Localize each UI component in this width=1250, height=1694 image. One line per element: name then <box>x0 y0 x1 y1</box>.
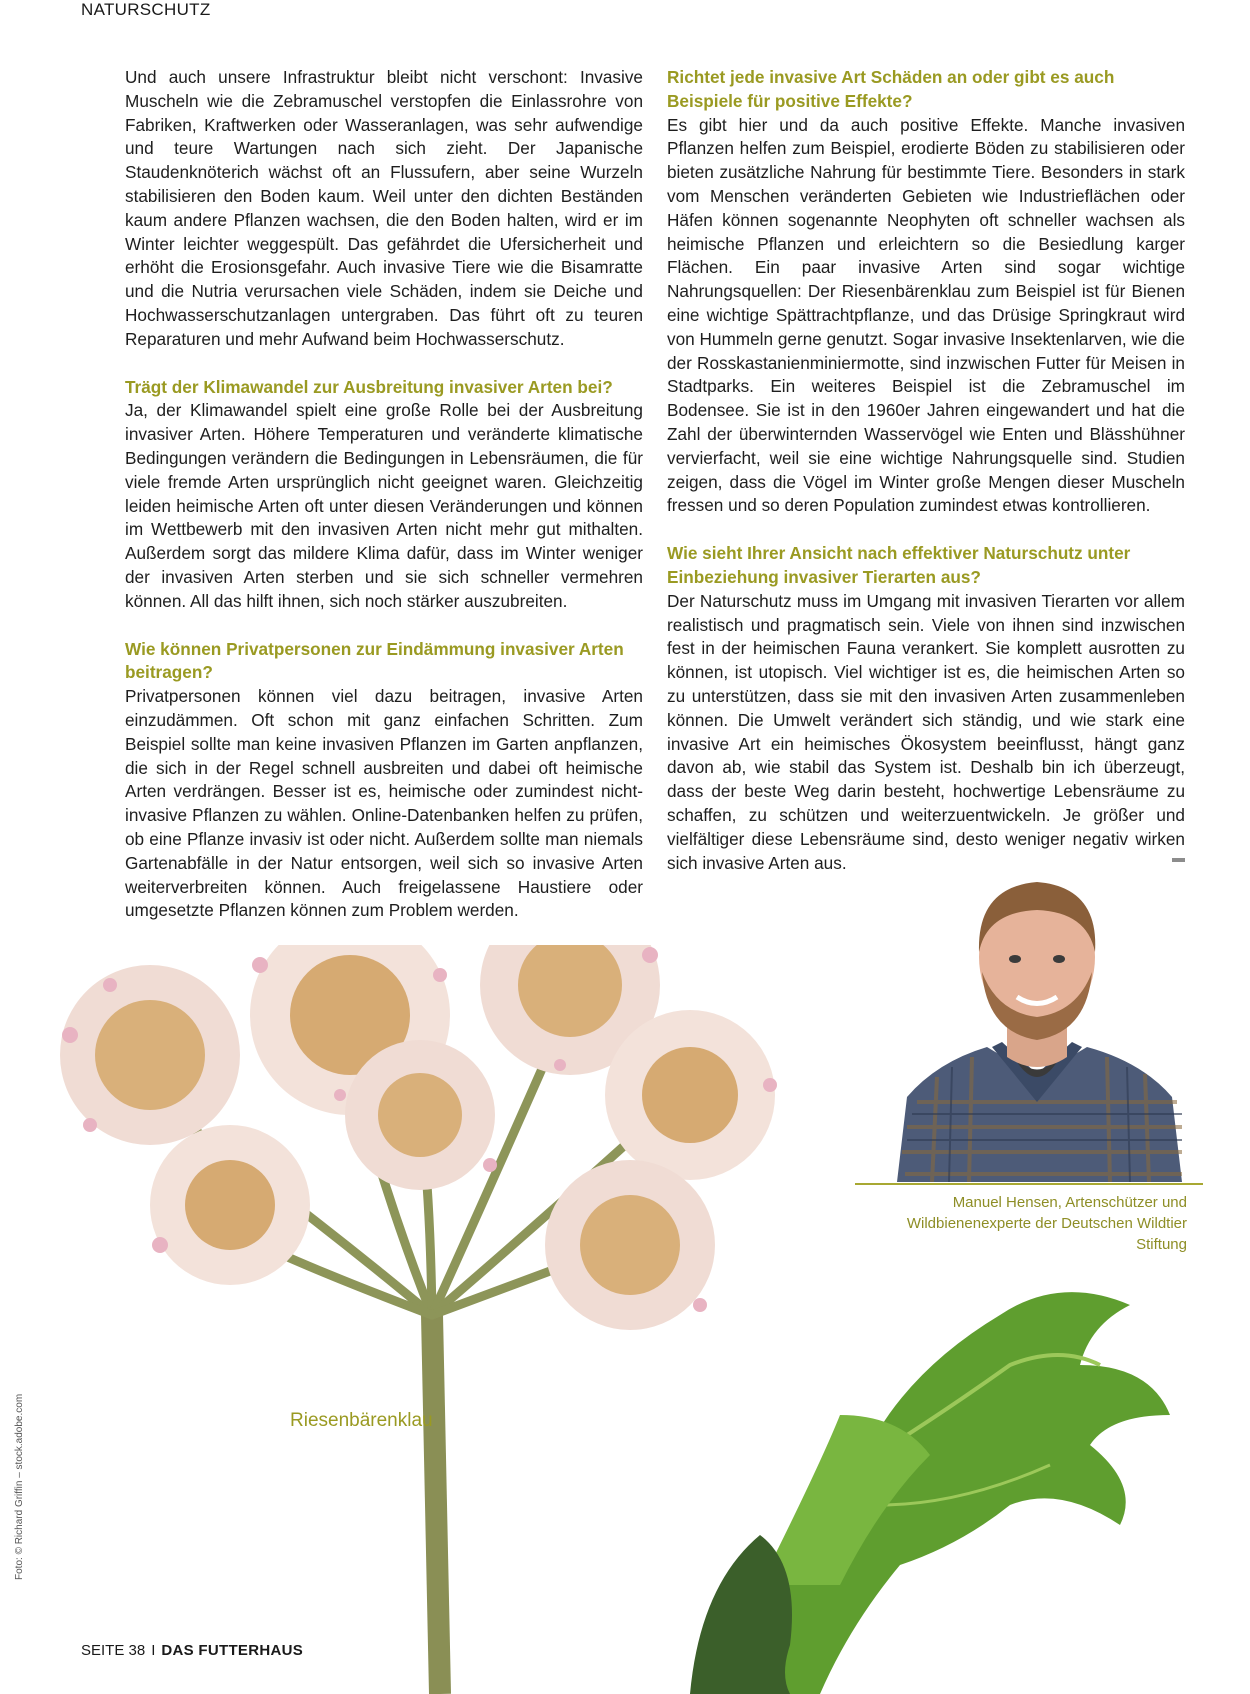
footer-separator: I <box>151 1642 156 1659</box>
magazine-name: DAS FUTTERHAUS <box>161 1642 304 1659</box>
answer-positive-effects: Es gibt hier und da auch positive Effekte. Manche invasiven Pflanzen helfen zum Beispiel, erodierte Böden zu stabilisieren oder bieten zusätzliche Nahrung für bestimmte Tiere. Besonders in stark vom Menschen veränderten Gebieten wie Industrieflächen oder Häfen können sogenannte Neophyten oft schneller wachsen als heimische Pflanzen und erleichtern so die Besiedlung karger Flächen. Ein paar invasive Arten sind sogar wichtige Nahrungsquellen: Der Riesenbärenklau zum Beispiel ist für Bienen eine wichtige Spättrachtpflanze, und das Drüsige Springkraut wird von Hummeln gerne genutzt. Sogar invasive Insektenlarven, wie die der Rosskastanienminiermotte, sind inzwischen Futter für Meisen in Stadtparks. Ein weiteres Beispiel ist die Zebramuschel im Bodensee. Sie ist in den 1960er Jahren eingewandert und hat die Zahl der überwinternden Wasservögel wie Enten und Blässhühner vervierfacht, weil sie eine wichtige Nahrungsquelle sind. Studien zeigen, dass die Vögel im Winter große Mengen dieser Muscheln fressen und so deren Population zumindest etwas kontrollieren. <box>667 114 1185 516</box>
left-column <box>125 66 643 923</box>
page-number: SEITE 38 <box>81 1642 146 1659</box>
portrait-caption: Manuel Hensen, Artenschützer und Wildbienenexperte der Deutschen Wildtier Stiftung <box>906 1194 1187 1253</box>
photo-credit: Foto: © Richard Griffin – stock.adobe.com <box>14 1393 25 1580</box>
plant-label: Riesenbärenklau <box>290 1410 433 1431</box>
question-positive-effects: Richtet jede invasive Art Schäden an oder gibt es auch Beispiele für positive Effekte? <box>667 67 1115 111</box>
question-private-persons: Wie können Privatpersonen zur Eindämmung invasiver Arten beitragen? <box>125 638 624 683</box>
question-effective-conservation: Wie sieht Ihrer Ansicht nach effektiver Naturschutz unter Einbeziehung invasiver Tierarten aus? <box>667 543 1131 587</box>
question-climate: Trägt der Klimawandel zur Ausbreitung invasiver Arten bei? <box>125 376 613 397</box>
paragraph-infrastructure: Und auch unsere Infrastruktur bleibt nicht verschont: Invasive Muscheln wie die Zebramuschel verstopfen die Einlassrohre von Fabriken, Kraftwerken oder Wasseranlagen, was sehr aufwendige und teure Wartungen nach sich zieht. Der Japanische Staudenknöterich wächst oft an Flussufern, aber seine Wurzeln stabilisieren den Boden kaum. Weil unter den dichten Beständen kaum andere Pflanzen wachsen, die den Boden halten, wird er im Winter leichter weggespült. Das gefährdet die Ufersicherheit und erhöht die Erosionsgefahr. Auch invasive Tiere wie die Bisamratte und die Nutria verursachen viele Schäden, indem sie Deiche und Hochwasserschutzanlagen untergraben. Das führt oft zu teuren Reparaturen und mehr Aufwand beim Hochwasserschutz. <box>125 67 643 349</box>
answer-climate: Ja, der Klimawandel spielt eine große Rolle bei der Ausbreitung invasiver Arten. Höhere Temperaturen und veränderte klimatische Bedingungen verändern die Bedingungen in Lebensräumen, die für viele fremde Arten ursprünglich nicht geeignet waren. Gleichzeitig leiden heimische Arten oft unter diesen Veränderungen und können im Wettbewerb mit den invasiven Arten nicht mehr gut mithalten. Außerdem sorgt das mildere Klima dafür, dass im Winter weniger der invasiven Arten sterben und sie sich schneller vermehren können. All das hilft ihnen, sich noch stärker auszubreiten. <box>125 400 643 611</box>
giant-hogweed-illustration <box>0 945 1250 1694</box>
right-column <box>667 66 1185 875</box>
answer-effective-conservation: Der Naturschutz muss im Umgang mit invasiven Tierarten vor allem realistisch und pragmatisch sein. Viele von ihnen sind inzwischen fest in der heimischen Fauna verankert. Sie komplett ausrotten zu können, ist utopisch. Viel wichtiger ist es, die heimischen Arten so zu unterstützen, dass sie mit den invasiven Arten zusammenleben können. Die Umwelt verändert sich ständig, und wie stark eine invasive Art ein heimisches Ökosystem beeinflusst, hängt ganz davon ab, wie stabil das System ist. Deshalb bin ich überzeugt, dass der beste Weg darin besteht, hochwertige Lebensräume zu schaffen, zu schützen und weiterzuentwickeln. Je größer und vielfältiger diese Lebensräume sind, desto weniger negativ wirken sich invasive Arten aus. <box>667 590 1185 873</box>
section-label: NATURSCHUTZ <box>81 0 211 19</box>
page-footer <box>81 1642 303 1659</box>
answer-private-persons: Privatpersonen können viel dazu beitragen, invasive Arten einzudämmen. Oft schon mit ganz einfachen Schritten. Zum Beispiel sollte man keine invasiven Pflanzen im Garten anpflanzen, die sich in der Regel schnell ausbreiten und dabei oft heimische Arten verdrängen. Besser ist es, heimische oder zumindest nicht-invasive Pflanzen zu wählen. Online-Datenbanken helfen zu prüfen, ob eine Pflanze invasiv ist oder nicht. Außerdem sollte man niemals Gartenabfälle in der Natur entsorgen, weil sich so invasive Arten weiterverbreiten können. Auch freigelassene Haustiere oder umgesetzte Pflanzen können zum Problem werden. <box>125 686 643 921</box>
